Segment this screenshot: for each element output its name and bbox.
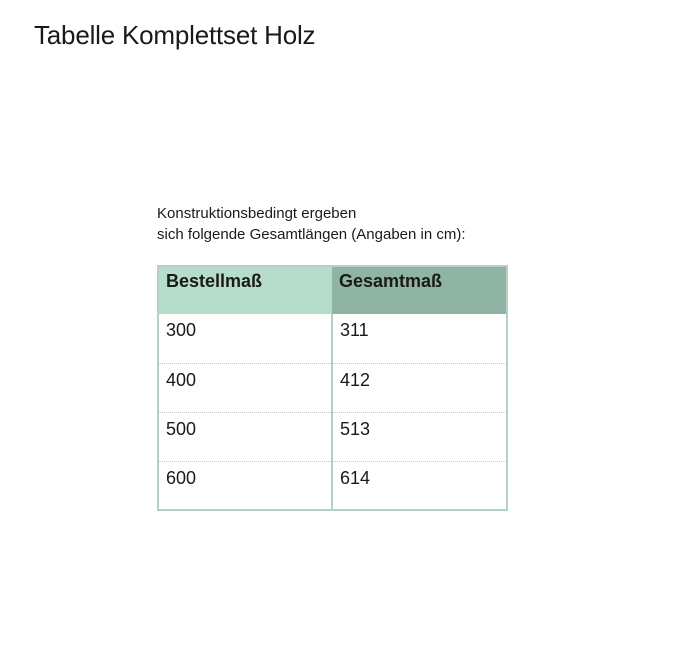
header-total-length: Gesamtmaß [332, 266, 507, 314]
total-length-cell: 412 [332, 363, 507, 412]
intro-line-1: Konstruktionsbedingt ergeben [157, 205, 357, 222]
page-title: Tabelle Komplettset Holz [34, 20, 316, 50]
table-row [158, 314, 507, 363]
header-order-size: Bestellmaß [158, 266, 332, 314]
table-header-row [158, 266, 507, 314]
total-length-cell: 311 [332, 314, 507, 363]
order-size-cell: 300 [158, 314, 332, 363]
table-row [158, 461, 507, 510]
order-size-cell: 400 [158, 363, 332, 412]
table-row [158, 363, 507, 412]
total-length-cell: 513 [332, 412, 507, 461]
length-table [157, 265, 508, 511]
total-length-cell: 614 [340, 467, 371, 488]
intro-text [157, 203, 466, 245]
order-size-cell: 600 [158, 461, 332, 510]
intro-line-2: sich folgende Gesamtlängen (Angaben in cm): [157, 226, 466, 243]
order-size-cell: 500 [158, 412, 332, 461]
table-row [158, 412, 507, 461]
